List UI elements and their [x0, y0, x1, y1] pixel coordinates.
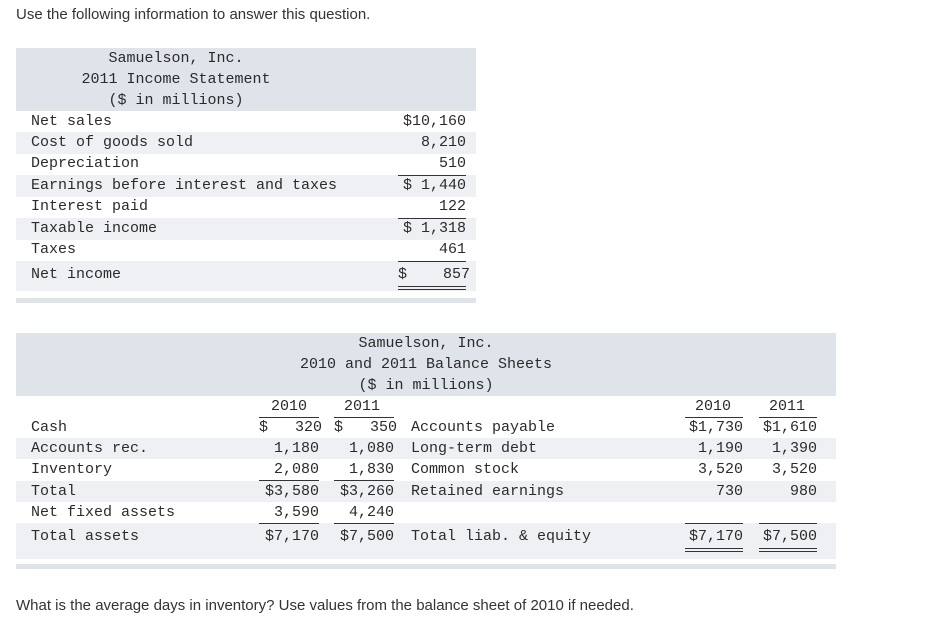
- liability-value-2010: 730: [715, 483, 743, 500]
- income-row-ebit: [16, 175, 476, 197]
- balance-row-total: [16, 481, 836, 502]
- income-statement-company: Samuelson, Inc.: [108, 50, 244, 67]
- liability-value-2011: 980: [789, 483, 817, 500]
- row-label: Earnings before interest and taxes: [31, 177, 338, 194]
- asset-value-2010: $ 320: [259, 419, 323, 436]
- liability-label: Long-term debt: [411, 440, 538, 457]
- table-bottom-bar: [16, 298, 476, 303]
- subtotal-rule: [398, 218, 466, 219]
- subtotal-rule: [334, 523, 394, 524]
- income-row-interest: [16, 196, 476, 218]
- asset-value-2011: $3,260: [339, 483, 394, 500]
- year-header: 2010: [270, 398, 307, 415]
- table-bottom-bar: [16, 564, 836, 569]
- balance-row-cash: [16, 417, 836, 438]
- row-label: Cost of goods sold: [31, 134, 194, 151]
- liability-value-2010: 1,190: [697, 440, 743, 457]
- income-statement-header: [16, 48, 476, 111]
- asset-value-2010: 1,180: [273, 440, 319, 457]
- row-value: 461: [438, 241, 466, 258]
- year-header: 2010: [694, 398, 731, 415]
- row-label: Depreciation: [31, 155, 140, 172]
- subtotal-rule: [259, 480, 319, 481]
- balance-row-total-assets: [16, 523, 836, 559]
- asset-value-2011: 1,830: [348, 461, 394, 478]
- row-value: $ 857: [398, 266, 471, 283]
- row-label: Interest paid: [31, 198, 149, 215]
- liability-value-2011: $1,610: [762, 419, 817, 436]
- double-underline: [759, 548, 817, 552]
- income-statement-title: 2011 Income Statement: [81, 71, 271, 88]
- income-row-taxes: [16, 239, 476, 261]
- balance-sheet-title: 2010 and 2011 Balance Sheets: [299, 356, 553, 373]
- subtotal-rule: [398, 261, 466, 262]
- subtotal-rule: [759, 523, 817, 524]
- row-value: 122: [438, 198, 466, 215]
- liability-value-2010: 3,520: [697, 461, 743, 478]
- row-value: $ 1,440: [402, 177, 466, 194]
- liability-value-2010: $1,730: [688, 419, 743, 436]
- asset-label: Cash: [31, 419, 68, 436]
- asset-value-2011: 4,240: [348, 504, 394, 521]
- income-row-depreciation: [16, 153, 476, 175]
- row-value: 8,210: [420, 134, 466, 151]
- income-row-net-sales: [16, 111, 476, 133]
- liability-value-2010: $7,170: [688, 528, 743, 545]
- row-value: $ 1,318: [402, 220, 466, 237]
- asset-label: Total: [31, 483, 77, 500]
- asset-label: Inventory: [31, 461, 113, 478]
- income-row-taxable: [16, 218, 476, 240]
- year-header: 2011: [768, 398, 805, 415]
- asset-label: Net fixed assets: [31, 504, 176, 521]
- income-statement-table: [16, 48, 476, 303]
- asset-value-2011: 1,080: [348, 440, 394, 457]
- subtotal-rule: [685, 523, 743, 524]
- liability-label: Retained earnings: [411, 483, 565, 500]
- asset-value-2011: $7,500: [339, 528, 394, 545]
- liability-label: Common stock: [411, 461, 520, 478]
- row-value: $10,160: [402, 113, 466, 130]
- double-underline: [398, 286, 466, 290]
- asset-label: Total assets: [31, 528, 140, 545]
- year-header-row: [16, 396, 836, 417]
- liability-label: Total liab. & equity: [411, 528, 592, 545]
- liability-value-2011: $7,500: [762, 528, 817, 545]
- question-text: What is the average days in inventory? Use values from the balance sheet of 2010 if needed.: [16, 597, 634, 614]
- asset-value-2010: $3,580: [264, 483, 319, 500]
- balance-sheet-header: [16, 333, 836, 396]
- income-row-cogs: [16, 132, 476, 154]
- asset-value-2010: $7,170: [264, 528, 319, 545]
- balance-row-inventory: [16, 459, 836, 480]
- row-label: Taxes: [31, 241, 77, 258]
- row-label: Taxable income: [31, 220, 158, 237]
- balance-sheet-company: Samuelson, Inc.: [358, 335, 494, 352]
- balance-row-net-fixed-assets: [16, 502, 836, 523]
- subtotal-rule: [398, 175, 466, 176]
- row-value: 510: [438, 155, 466, 172]
- asset-value-2010: 2,080: [273, 461, 319, 478]
- liability-label: Accounts payable: [411, 419, 556, 436]
- liability-value-2011: 3,520: [771, 461, 817, 478]
- year-header: 2011: [343, 398, 380, 415]
- balance-sheet-table: [16, 333, 836, 569]
- row-label: Net sales: [31, 113, 113, 130]
- balance-row-accounts-rec: [16, 438, 836, 459]
- asset-value-2011: $ 350: [334, 419, 398, 436]
- liability-value-2011: 1,390: [771, 440, 817, 457]
- asset-label: Accounts rec.: [31, 440, 149, 457]
- row-label: Net income: [31, 266, 122, 283]
- balance-sheet-units: ($ in millions): [358, 377, 494, 394]
- intro-text: Use the following information to answer this question.: [16, 6, 371, 23]
- subtotal-rule: [259, 523, 319, 524]
- subtotal-rule: [334, 480, 394, 481]
- asset-value-2010: 3,590: [273, 504, 319, 521]
- double-underline: [685, 548, 743, 552]
- income-statement-units: ($ in millions): [108, 92, 244, 109]
